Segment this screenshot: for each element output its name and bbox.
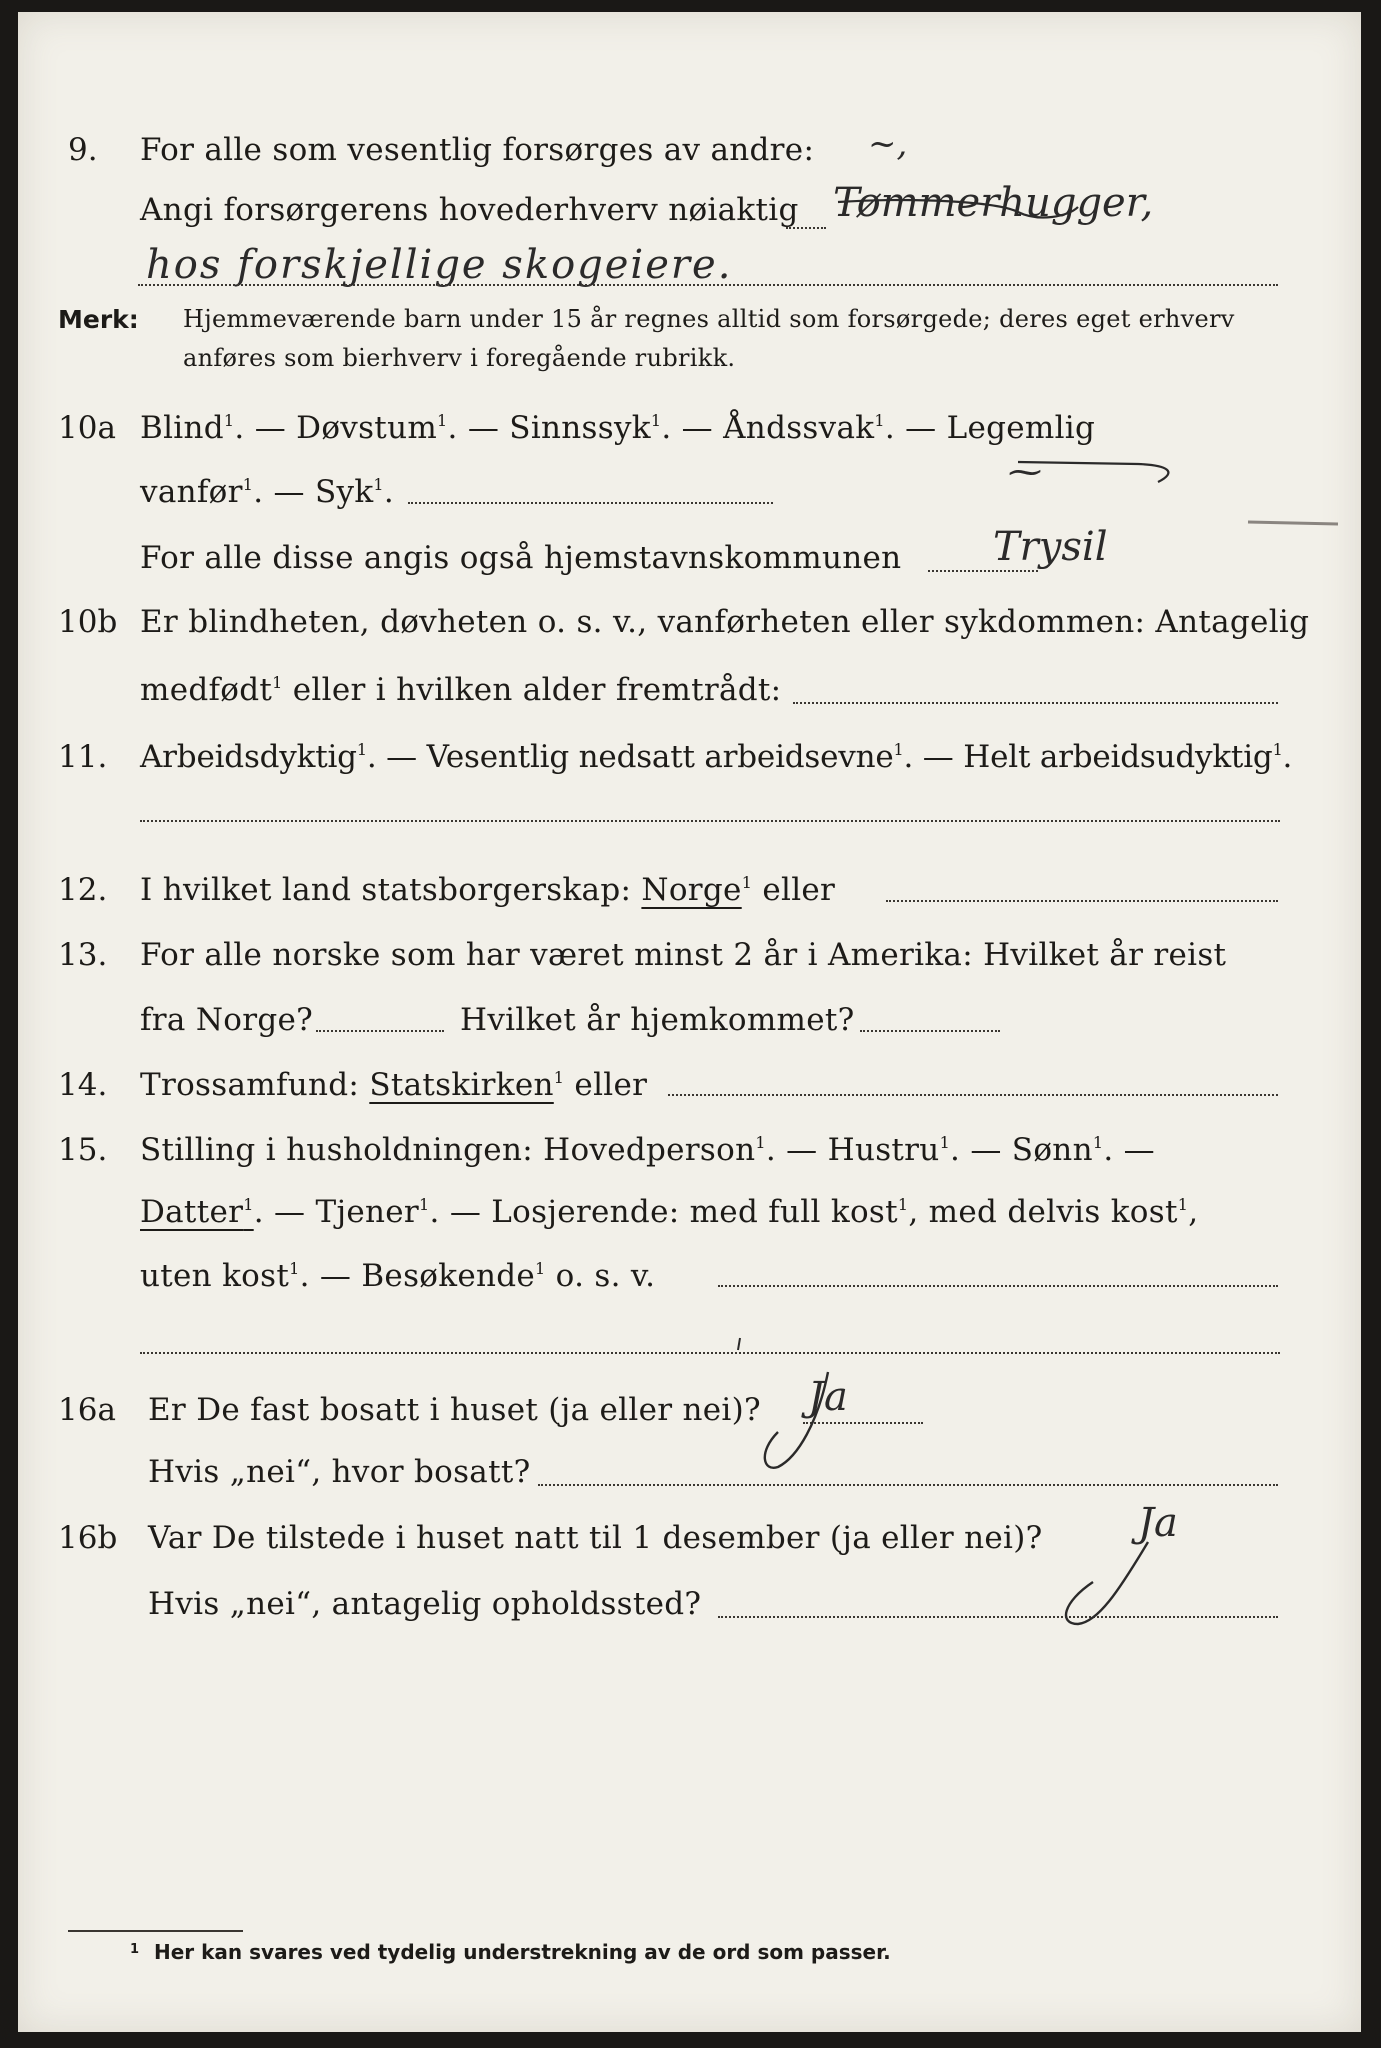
q16a-number: 16a — [58, 1392, 116, 1428]
q10a-sinnssyk: . — Sinnssyk — [447, 410, 651, 446]
stroke-margin-line — [1248, 522, 1338, 524]
sup-1: 1 — [535, 1259, 546, 1278]
stroke-tick — [738, 1338, 740, 1350]
q10a-legemlig: . — Legemlig — [884, 410, 1096, 446]
sup-1: 1 — [223, 411, 235, 430]
q10a-andssvak: . — Åndssvak — [661, 410, 875, 446]
q13-line2a: fra Norge? — [140, 1002, 314, 1038]
q15-besokende: . — Besøkende — [299, 1258, 536, 1294]
q9-number: 9. — [68, 132, 98, 168]
q10a-dovstum: . — Døvstum — [234, 410, 438, 446]
stroke-16b-ja-loop — [1066, 1542, 1148, 1624]
q12-text: I hvilket land statsborgerskap: — [140, 872, 632, 908]
stroke-dash-10a — [1018, 462, 1168, 482]
q10a-line3: For alle disse angis også hjemstavnskommunen — [140, 540, 902, 576]
q11-number: 11. — [58, 739, 108, 775]
stroke-16a-ja-loop — [765, 1372, 828, 1468]
q12-option-norge: Norge — [641, 872, 742, 908]
census-form-page — [18, 12, 1361, 2032]
q14-number: 14. — [58, 1067, 108, 1103]
q15-hustru: . — Hustru — [765, 1132, 940, 1168]
q10a-syk: . — Syk — [253, 474, 374, 510]
sup-1: 1 — [939, 1133, 951, 1152]
handwriting-strokes — [18, 12, 1361, 2032]
q10a-vanfor: vanfør — [140, 474, 243, 510]
q15-comma: , — [1188, 1194, 1199, 1230]
stroke-tommerhugger-tail — [838, 200, 1078, 217]
q9-line2: Angi forsørgerens hovederhverv nøiaktig — [140, 192, 799, 228]
footnote-text: Her kan svares ved tydelig understrekning av de ord som passer. — [154, 1940, 891, 1964]
sup-1: 1 — [437, 411, 448, 430]
q15-sonn: . — Sønn — [950, 1132, 1093, 1168]
q14-option-statskirken: Statskirken — [369, 1067, 554, 1103]
q16a-answer: Ja — [808, 1374, 848, 1420]
q11-nedsatt: . — Vesentlig nedsatt arbeidsevne — [366, 739, 894, 775]
sup-1: 1 — [419, 1195, 430, 1214]
q10b-line1: Er blindheten, døvheten o. s. v., vanførheten eller sykdommen: Antagelig — [140, 604, 1310, 640]
q10b-alder: eller i hvilken alder fremtrådt: — [282, 672, 782, 708]
merk-label: Merk: — [58, 305, 139, 334]
q10a-period: . — [383, 474, 395, 510]
q16a-line1: Er De fast bosatt i huset (ja eller nei)? — [148, 1392, 761, 1428]
sup-1: 1 — [1092, 1133, 1104, 1152]
q9-answer1: Tømmerhugger, — [833, 180, 1154, 226]
sup-1: 1 — [1272, 740, 1283, 759]
sup-1: 1 — [243, 1195, 254, 1214]
q10a-answer: Trysil — [993, 524, 1108, 570]
sup-1: 1 — [897, 1195, 909, 1214]
q12-tail: eller — [752, 872, 836, 908]
sup-1: 1 — [289, 1259, 300, 1278]
q11-period: . — [1282, 739, 1293, 775]
q9-answer2: hos forskjellige skogeiere. — [146, 242, 733, 288]
q12-number: 12. — [58, 872, 108, 908]
q16b-number: 16b — [58, 1520, 118, 1556]
q14-tail: eller — [564, 1067, 648, 1103]
q14-text: Trossamfund: — [140, 1067, 360, 1103]
sup-1: 1 — [741, 873, 753, 892]
q15-tjener: . — Tjener — [253, 1194, 420, 1230]
q11-udyktig: . — Helt arbeidsudyktig — [903, 739, 1273, 775]
sup-1: 1 — [356, 740, 367, 759]
q15-number: 15. — [58, 1132, 108, 1168]
q13-line2b: Hvilket år hjemkommet? — [460, 1002, 855, 1038]
sup-1: 1 — [893, 740, 904, 759]
q10b-number: 10b — [58, 604, 118, 640]
q16b-answer: Ja — [1138, 1500, 1178, 1546]
q10a-number: 10a — [58, 410, 116, 446]
footnote-mark: 1 — [130, 1942, 140, 1957]
q10a-dash-mark: ⁓ — [1008, 452, 1042, 492]
q15-dash: . — — [1103, 1132, 1155, 1168]
q16b-line1: Var De tilstede i huset natt til 1 desember (ja eller nei)? — [148, 1520, 1043, 1556]
sup-1: 1 — [553, 1068, 565, 1087]
sup-1: 1 — [373, 475, 384, 494]
q16b-line2: Hvis „nei“, antagelig opholdssted? — [148, 1586, 702, 1622]
q13-line1: For alle norske som har været minst 2 år i Amerika: Hvilket år reist — [140, 937, 1227, 973]
q15-datter: Datter — [140, 1194, 244, 1230]
q15-osv: o. s. v. — [545, 1258, 656, 1294]
q9-line1: For alle som vesentlig forsørges av andre: — [140, 132, 815, 168]
q13-number: 13. — [58, 937, 108, 973]
q11-arbeidsdyktig: Arbeidsdyktig — [140, 739, 357, 775]
sup-1: 1 — [272, 673, 283, 692]
sup-1: 1 — [874, 411, 885, 430]
q9-dash-mark: ~, — [868, 124, 908, 164]
footnote-rule — [68, 1930, 243, 1932]
sup-1: 1 — [242, 475, 254, 494]
merk-line1: Hjemmeværende barn under 15 år regnes alltid som forsørgede; deres eget erhverv — [183, 305, 1235, 333]
sup-1: 1 — [1177, 1195, 1189, 1214]
q16a-line2: Hvis „nei“, hvor bosatt? — [148, 1454, 531, 1490]
q15-delvis-kost: , med delvis kost — [908, 1194, 1178, 1230]
sup-1: 1 — [755, 1133, 766, 1152]
merk-line2: anføres som bierhverv i foregående rubrikk. — [183, 344, 736, 372]
sup-1: 1 — [650, 411, 662, 430]
q15-uten-kost: uten kost — [140, 1258, 290, 1294]
q10b-medfodt: medfødt — [140, 672, 273, 708]
q15-hovedperson: Stilling i husholdningen: Hovedperson — [140, 1132, 756, 1168]
q10a-blind: Blind — [140, 410, 224, 446]
q15-full-kost: . — Losjerende: med full kost — [429, 1194, 898, 1230]
